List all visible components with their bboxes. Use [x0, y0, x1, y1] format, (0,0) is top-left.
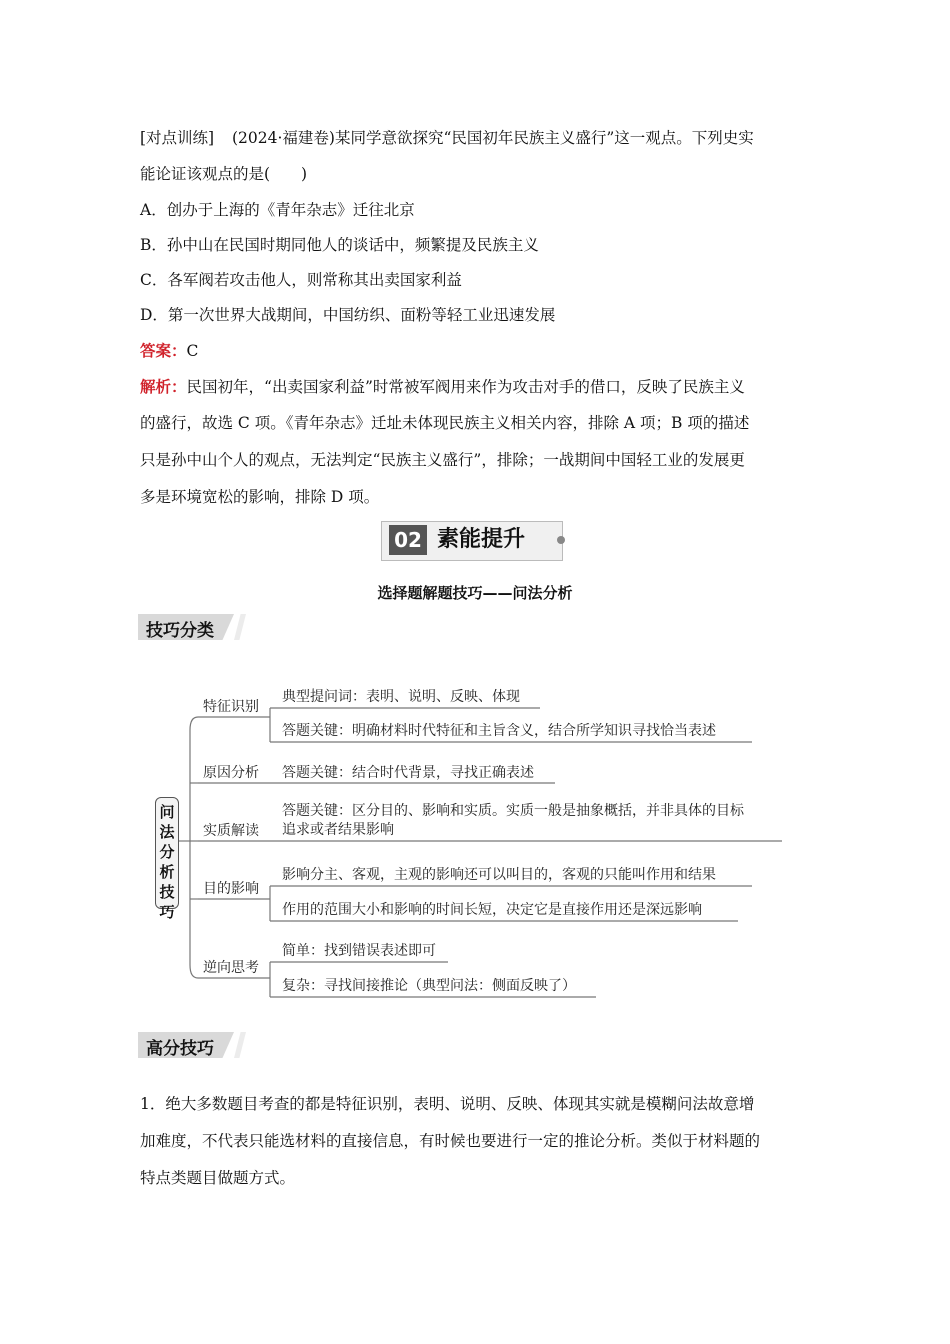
leaf-reverse-2: 复杂：寻找间接推论（典型问法：侧面反映了）: [282, 978, 576, 994]
question-stem-text: (2024·福建卷)某同学意欲探究“民国初年民族主义盛行”这一观点。下列史实: [231, 129, 754, 147]
document-page: [对点训练] (2024·福建卷)某同学意欲探究“民国初年民族主义盛行”这一观点。下列史实 能论证该观点的是( ) A．创办于上海的《青年杂志》迁往北京 B．孙中山在民国时期同他人的谈话中，频繁提及民族主义 C．各军阀若攻击他人，则常称其出卖国家利益 D．第一次世界大战期间，中国纺织、面粉等轻工业迅速发展 答案：C 解析：民国初年，“出卖国家利益”时常被军阀用来作为攻击对手的借口，反映了民族主义 的盛行，故选 C 项。《青年杂志》迁址未体现民族主义相关内容，排除 A 项；B 项的描述 只是孙中山个人的观点，无法判定“民族主义盛行”，排除；一战期间中国轻工业的发展更 多是环境宽松的影响，排除 D 项。 02 素能提升 选择题解题技巧——问法分析 技巧分类 问法分析技巧 特征识别 原因分析 实质解读 目的影响 逆向思考 典型提问词：表明、说明、反映、体现 答题关键：明确材料时代特征和主旨含义，结合所学知识寻找恰当表述 答题关键：结合时代背景，寻找正确表述 答题关键：区分目的、影响和实质。实质一般是抽象概括，并非具体的目标 追求或者结果影响 影响分主、客观，主观的影响还可以叫目的，客观的只能叫作用和结果 作用的范围大小和影响的时间长短，决定它是直接作用还是深远影响 简单：找到错误表述即可 复杂：寻找间接推论（典型问法：侧面反映了） 高分技巧 1．绝大多数题目考查的都是特征识别，表明、说明、反映、体现其实就是模糊问法故意增 加难度，不代表只能选材料的直接信息，有时候也要进行一定的推论分析。类似于材料题的 特点类题目做题方式。: [0, 0, 950, 1344]
branch-reverse: 逆向思考: [203, 960, 259, 976]
analysis-line-2: 的盛行，故选 C 项。《青年杂志》迁址未体现民族主义相关内容，排除 A 项；B 项的描述: [140, 414, 750, 432]
analysis-line-3: 只是孙中山个人的观点，无法判定“民族主义盛行”，排除；一战期间中国轻工业的发展更: [140, 451, 745, 469]
branch-cause: 原因分析: [203, 765, 259, 781]
answer-value: C: [186, 342, 199, 360]
analysis-line-4: 多是环境宽松的影响，排除 D 项。: [140, 488, 380, 506]
banner-title: 素能提升: [437, 527, 526, 552]
question-stem-line-2: 能论证该观点的是( ): [140, 165, 308, 183]
banner-number: 02: [389, 525, 427, 555]
option-d: D．第一次世界大战期间，中国纺织、面粉等轻工业迅速发展: [140, 306, 556, 324]
leaf-purpose-2: 作用的范围大小和影响的时间长短，决定它是直接作用还是深远影响: [282, 902, 702, 918]
analysis-line-1: 解析：民国初年，“出卖国家利益”时常被军阀用来作为攻击对手的借口，反映了民族主义: [140, 378, 745, 396]
leaf-essence-2: 追求或者结果影响: [282, 822, 394, 838]
question-tag: [对点训练]: [140, 129, 215, 147]
highscore-line-2: 加难度，不代表只能选材料的直接信息，有时候也要进行一定的推论分析。类似于材料题的: [140, 1132, 761, 1150]
answer-label: 答案：: [140, 342, 187, 360]
leaf-feature-1: 典型提问词：表明、说明、反映、体现: [282, 689, 520, 705]
analysis-label: 解析：: [140, 378, 187, 396]
branch-purpose: 目的影响: [203, 881, 259, 897]
mindmap-root: 问法分析技巧: [155, 797, 179, 909]
leaf-purpose-1: 影响分主、客观，主观的影响还可以叫目的，客观的只能叫作用和结果: [282, 867, 716, 883]
leaf-reverse-1: 简单：找到错误表述即可: [282, 943, 436, 959]
highscore-line-3: 特点类题目做题方式。: [140, 1169, 296, 1187]
option-c: C．各军阀若攻击他人，则常称其出卖国家利益: [140, 271, 462, 289]
highscore-line-1: 1．绝大多数题目考查的都是特征识别，表明、说明、反映、体现其实就是模糊问法故意增: [140, 1095, 755, 1113]
branch-feature: 特征识别: [203, 699, 259, 715]
option-b: B．孙中山在民国时期同他人的谈话中，频繁提及民族主义: [140, 236, 539, 254]
branch-essence: 实质解读: [203, 823, 259, 839]
leaf-cause-1: 答题关键：结合时代背景，寻找正确表述: [282, 765, 534, 781]
leaf-feature-2: 答题关键：明确材料时代特征和主旨含义，结合所学知识寻找恰当表述: [282, 723, 716, 739]
option-a: A．创办于上海的《青年杂志》迁往北京: [140, 201, 415, 219]
leaf-essence-1: 答题关键：区分目的、影响和实质。实质一般是抽象概括，并非具体的目标: [282, 803, 744, 819]
section-title: 选择题解题技巧——问法分析: [377, 584, 573, 602]
